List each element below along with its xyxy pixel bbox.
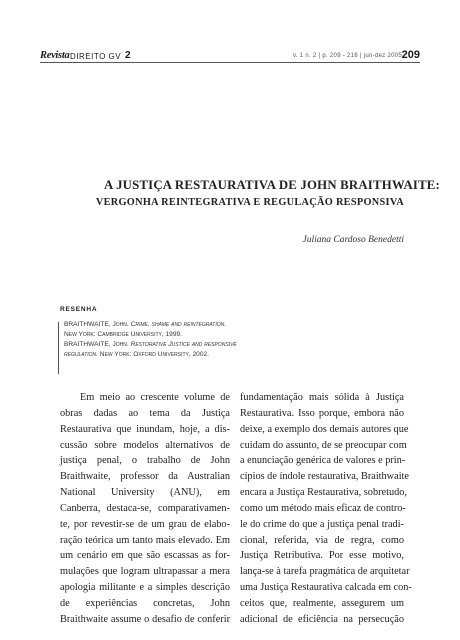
body-text-line: como um método mais eficaz de contro- (240, 502, 406, 514)
body-text-line: adicional de eficiência na persecução (240, 613, 404, 625)
body-text-line: Restaurativa que inundam, hoje, a dis- (60, 423, 230, 435)
body-text-line: fundamentação mais sólida à Justiça (240, 392, 404, 403)
reference-title-cont: regulation. (64, 350, 98, 358)
body-text-line: Justiça Retributiva. Por esse motivo, (240, 550, 404, 562)
reference-author: BRAITHWAITE, (64, 341, 113, 348)
section-label: RESENHA (60, 306, 98, 313)
reference-title: Crime, shame and reintegration. (128, 321, 227, 328)
article-author: Juliana Cardoso Benedetti (302, 235, 404, 245)
body-text-line: Em meio ao crescente volume de (80, 392, 230, 403)
article-title: A JUSTIÇA RESTAURATIVA DE JOHN BRAITHWAITE: (103, 178, 440, 192)
body-text-line: lança-se à tarefa pragmática de arquitetar (240, 566, 410, 578)
body-text-line: a enunciação genérica de valores e prin- (240, 455, 406, 467)
page-number: 209 (401, 49, 420, 61)
reference-publisher: New York: Oxford University, 2002. (97, 350, 210, 358)
body-text-line: Braithwaite, professor da Australian (60, 471, 230, 483)
body-text-line: Braithwaite assume o desafio de conferir (60, 613, 230, 625)
body-text-line: obras dadas ao tema da Justiça (60, 407, 230, 419)
body-text-line: de experiências concretas, John (60, 597, 230, 609)
body-text-line: mulações que logram ultrapassar a mera (60, 566, 230, 578)
reference-entry (64, 320, 284, 339)
body-text-line: cípios de índole restaurativa, Braithwaite (240, 471, 409, 483)
reference-publisher: New York: Cambridge University, 1999. (64, 330, 183, 338)
reference-first-name: John. (112, 321, 129, 328)
article-subtitle: VERGONHA REINTEGRATIVA E REGULAÇÃO RESPONSIVA (95, 197, 404, 208)
reference-bar (58, 322, 59, 374)
body-text-line: apologia militante e a simples descrição (60, 582, 230, 594)
reference-title: Restorative Justice and responsive (128, 341, 237, 348)
body-text-line: Restaurativa. Isso porque, embora não (240, 407, 404, 419)
body-text-line: cussão sobre modelos alternativos de (60, 439, 230, 451)
body-text-line: ração teórica um tanto mais elevado. Em (60, 534, 230, 546)
body-text-line: deixe, a exemplo dos demais autores que (240, 423, 409, 435)
journal-volume-number: 2 (125, 50, 131, 61)
reference-author: BRAITHWAITE, (64, 321, 113, 328)
body-text-line: le do crime do que a justiça penal tradi- (240, 518, 404, 530)
issue-meta: v. 1 n. 2 | p. 209 - 216 | jun-dez 2005 : (292, 53, 406, 59)
reference-entry (64, 340, 284, 359)
reference-first-name: John. (112, 341, 129, 348)
body-text-line: uma Justiça Restaurativa calcada em con- (240, 582, 412, 594)
journal-name: DIREITO GV (70, 52, 122, 61)
body-text-line: Canberra, destaca-se, comparativamen- (60, 502, 230, 514)
body-text-line: National University (ANU), em (60, 487, 230, 499)
body-column-right (240, 390, 412, 628)
body-text-line: encara a Justiça Restaurativa, sobretudo, (240, 487, 407, 499)
body-text-line: cional, referida, via de regra, como (240, 534, 404, 546)
header-rule (40, 62, 420, 63)
body-text-line: cuidam do assunto, de se preocupar com (240, 439, 407, 451)
body-text-line: um cenário em que são escassas as for- (60, 550, 230, 562)
body-text-line: ceitos que, realmente, assegurem um (240, 597, 404, 609)
body-text-line: justiça penal, o trabalho de John (60, 455, 230, 467)
journal-logo: Revista (40, 50, 70, 61)
body-column-left (60, 390, 230, 628)
body-text-line: te, por revestir-se de um grau de elabo- (60, 518, 230, 530)
